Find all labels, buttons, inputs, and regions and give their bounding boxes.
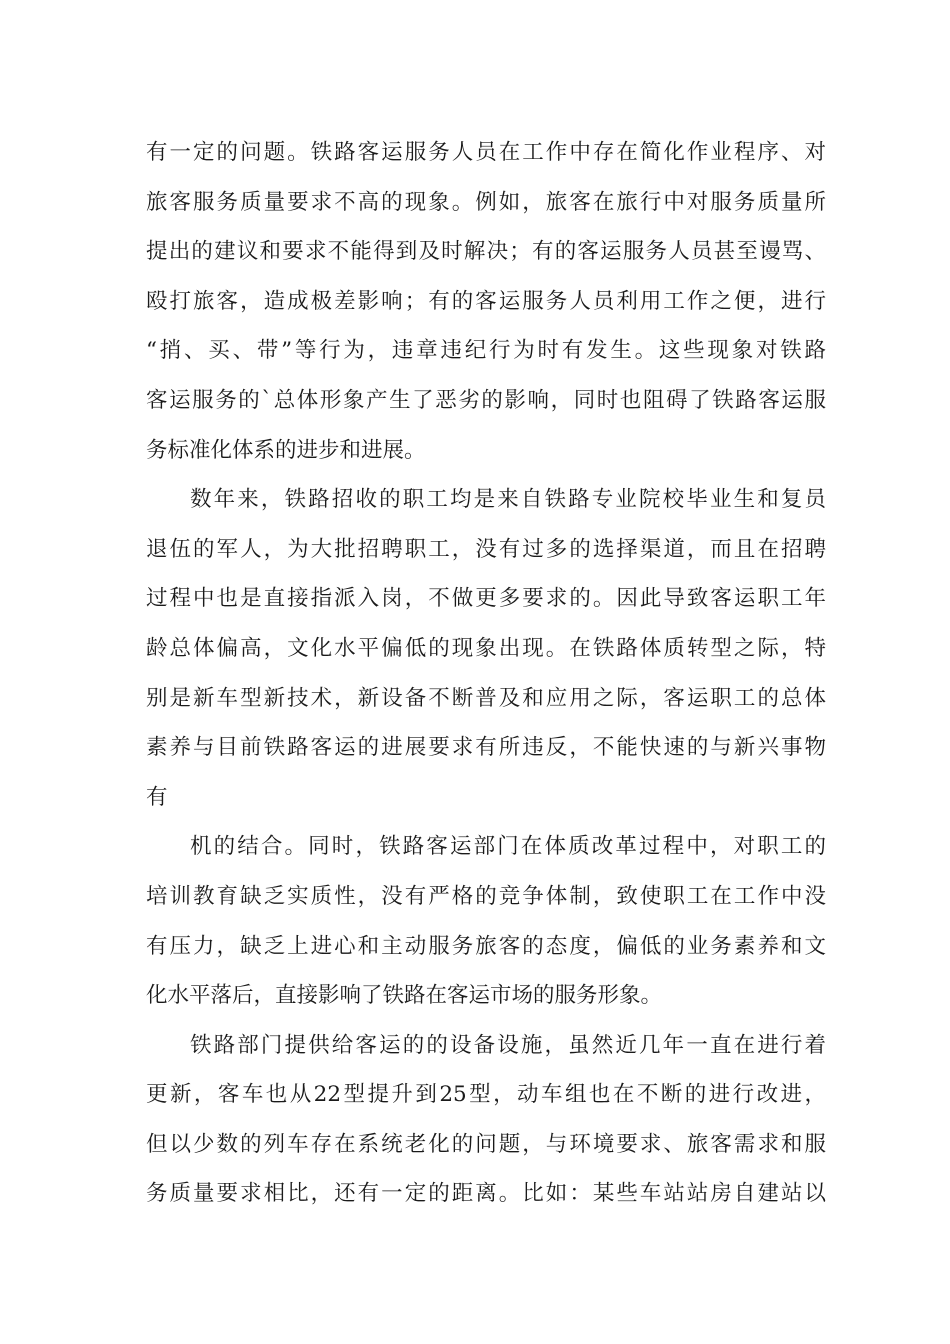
text-line: 数年来，铁路招收的职工均是来自铁路专业院校毕业生和复员	[190, 487, 826, 513]
text-line: 提出的建议和要求不能得到及时解决；有的客运服务人员甚至谩骂、	[146, 239, 826, 265]
text-line: “捎、买、带”等行为，违章违纪行为时有发生。这些现象对铁路	[146, 338, 826, 364]
text-line: 龄总体偏高，文化水平偏低的现象出现。在铁路体质转型之际，特	[146, 635, 826, 661]
text-line: 过程中也是直接指派入岗，不做更多要求的。因此导致客运职工年	[146, 586, 826, 612]
text-line: 有压力，缺乏上进心和主动服务旅客的态度，偏低的业务素养和文	[146, 933, 826, 959]
text-line: 殴打旅客，造成极差影响；有的客运服务人员利用工作之便，进行	[146, 288, 826, 314]
text-line: 素养与目前铁路客运的进展要求有所违反，不能快速的与新兴事物	[146, 735, 826, 761]
text-line: 有	[146, 784, 168, 810]
text-line: 有一定的问题。铁路客运服务人员在工作中存在简化作业程序、对	[146, 140, 826, 165]
text-line: 但以少数的列车存在系统老化的问题，与环境要求、旅客需求和服	[146, 1131, 826, 1157]
body-text	[146, 128, 826, 1219]
text-line: 务标准化体系的进步和进展。	[146, 437, 426, 463]
text-line: 培训教育缺乏实质性，没有严格的竞争体制，致使职工在工作中没	[146, 883, 826, 909]
text-line: 更新，客车也从22型提升到25型，动车组也在不断的进行改进，	[146, 1082, 826, 1108]
text-line: 旅客服务质量要求不高的现象。例如，旅客在旅行中对服务质量所	[146, 189, 826, 215]
text-line: 别是新车型新技术，新设备不断普及和应用之际，客运职工的总体	[146, 685, 826, 711]
text-line: 机的结合。同时，铁路客运部门在体质改革过程中，对职工的	[190, 834, 826, 860]
text-line: 客运服务的`总体形象产生了恶劣的影响，同时也阻碍了铁路客运服	[146, 387, 826, 413]
text-line: 化水平落后，直接影响了铁路在客运市场的服务形象。	[146, 983, 663, 1009]
text-line: 铁路部门提供给客运的的设备设施，虽然近几年一直在进行着	[190, 1032, 826, 1058]
text-line: 退伍的军人，为大批招聘职工，没有过多的选择渠道，而且在招聘	[146, 536, 826, 562]
text-line: 务质量要求相比，还有一定的距离。比如：某些车站站房自建站以	[146, 1181, 826, 1207]
